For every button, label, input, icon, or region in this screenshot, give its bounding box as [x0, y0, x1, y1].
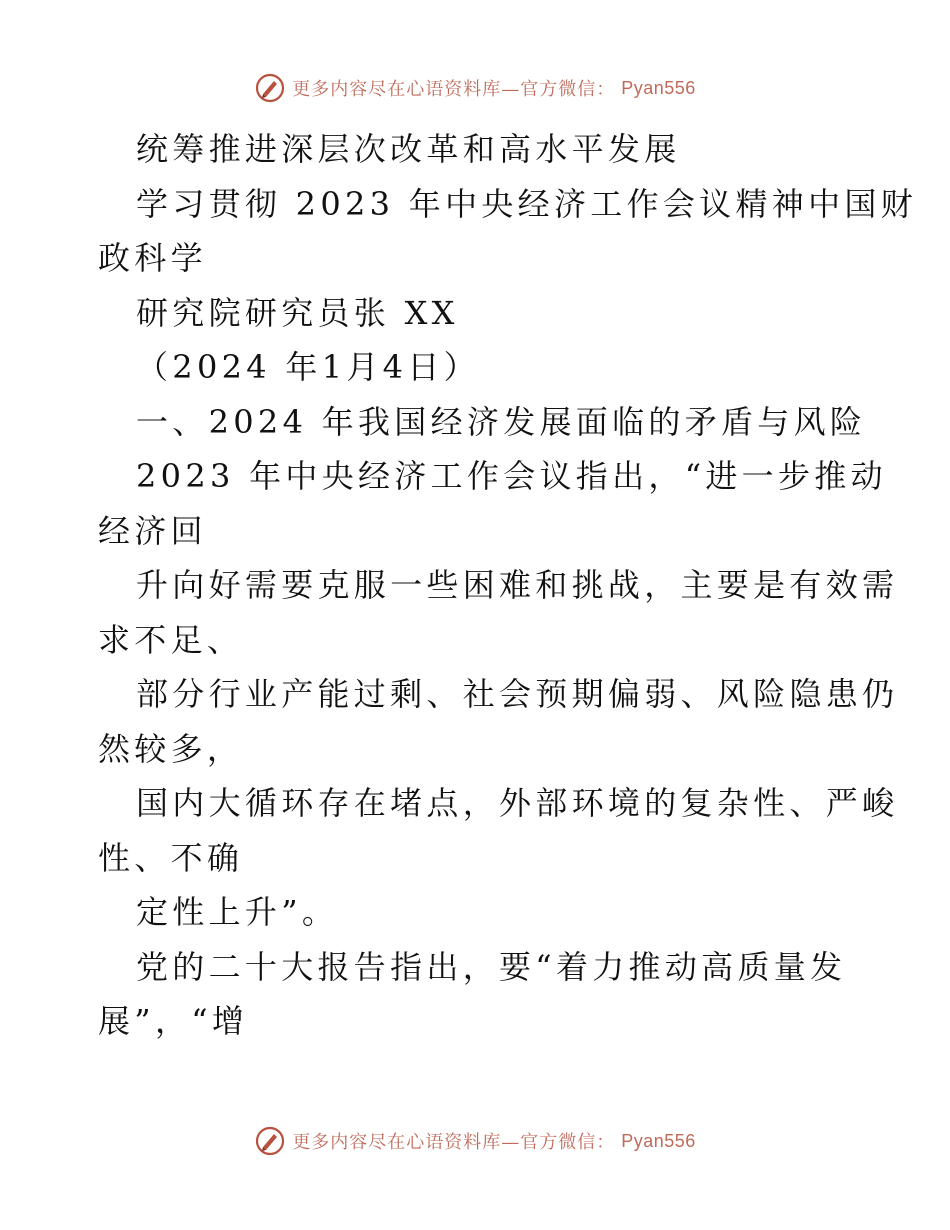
- paragraph-line: 党的二十大报告指出，要“着力推动高质量发: [136, 947, 847, 986]
- paragraph-line: 定性上升”。: [136, 893, 339, 931]
- watermark-text: 更多内容尽在心语资料库—官方微信：: [292, 79, 616, 100]
- paragraph-line: 国内大循环存在堵点，外部环境的复杂性、严峻: [136, 784, 899, 822]
- footer-watermark: [0, 1125, 950, 1157]
- paragraph-line: 升向好需要克服一些困难和挑战，主要是有效需: [136, 566, 899, 604]
- watermark-wechat-id: Pyan556: [621, 77, 696, 98]
- subtitle-line: 学习贯彻 2023 年中央经济工作会议精神中国财: [136, 184, 917, 223]
- paragraph-line: 然较多，: [98, 729, 244, 768]
- paragraph-line: 2023 年中央经济工作会议指出，“进一步推动: [136, 457, 887, 495]
- header-watermark: [0, 72, 950, 104]
- paragraph-line: 性、不确: [98, 838, 244, 877]
- date-line: （2024 年1月4日）: [136, 348, 480, 386]
- pen-logo-icon: [254, 72, 286, 104]
- watermark-wechat-id: Pyan556: [621, 1130, 696, 1151]
- paragraph-line: 展”，“增: [98, 1002, 249, 1040]
- pen-logo-icon: [254, 1125, 286, 1157]
- paragraph-line: 求不足、: [98, 620, 244, 659]
- section-heading: 一、2024 年我国经济发展面临的矛盾与风险: [136, 402, 867, 441]
- subtitle-line-cont: 政科学: [98, 239, 207, 277]
- paragraph-line: 经济回: [98, 511, 207, 550]
- document-body: [98, 122, 917, 1049]
- author-line: 研究院研究员张 XX: [136, 293, 459, 332]
- watermark-text: 更多内容尽在心语资料库—官方微信：: [292, 1132, 616, 1153]
- title-line: 统筹推进深层次改革和高水平发展: [136, 130, 681, 168]
- paragraph-line: 部分行业产能过剩、社会预期偏弱、风险隐患仍: [136, 675, 899, 713]
